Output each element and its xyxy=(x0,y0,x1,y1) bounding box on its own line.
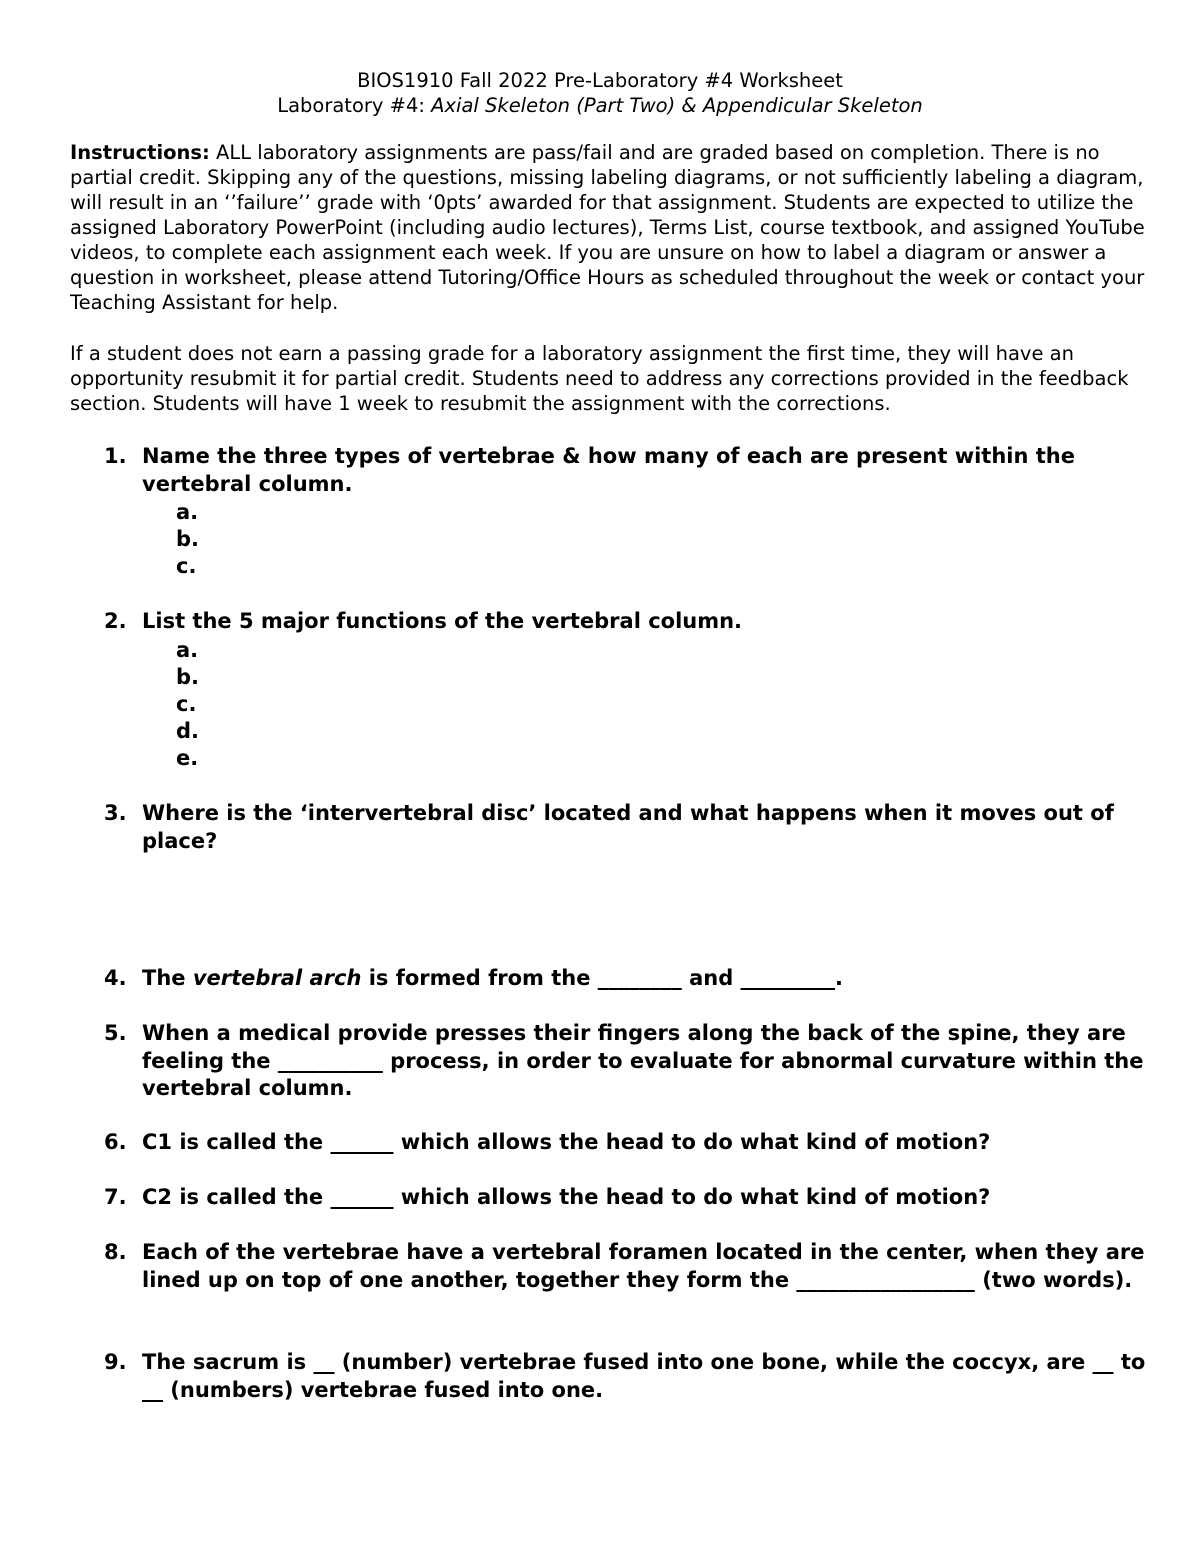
instructions-paragraph xyxy=(70,140,1160,315)
worksheet-title: BIOS1910 Fall 2022 Pre-Laboratory #4 Worksheet xyxy=(357,69,843,92)
question-text: List the 5 major functions of the vertebral column. xyxy=(142,609,743,633)
question-text-pre: The xyxy=(142,966,193,990)
question-text: C2 is called the ______ which allows the head to do what kind of motion? xyxy=(142,1185,991,1209)
question-text: C1 is called the ______ which allows the head to do what kind of motion? xyxy=(142,1130,991,1154)
question-5 xyxy=(104,1020,1164,1103)
lab-prefix: Laboratory #4: xyxy=(277,94,432,117)
worksheet-header xyxy=(0,68,1200,118)
question-3 xyxy=(104,800,1164,855)
question-4 xyxy=(104,965,1164,993)
instructions-body: ALL laboratory assignments are pass/fail and are graded based on completion. There is no partial credit. Skipping any of the questions, missing labeling diagrams, or not sufficiently labeling a diagram, will result in an ‘’failure’’ grade with ‘0pts’ awarded for that assignment. Students are expected to utilize the assigned Laboratory PowerPoint (including audio lectures), Terms List, course textbook, and assigned YouTube videos, to complete each assignment each week. If you are unsure on how to label a diagram or answer a question in worksheet, please attend Tutoring/Office Hours as scheduled throughout the week or contact your Teaching Assistant for help. xyxy=(70,141,1145,314)
answer-list xyxy=(176,637,1164,773)
answer-item: b. xyxy=(176,527,200,552)
answer-item: d. xyxy=(176,719,200,744)
question-number: 6. xyxy=(104,1130,127,1154)
question-text: The sacrum is __ (number) vertebrae fused into one bone, while the coccyx, are __ to __ (numbers) vertebrae fused into one. xyxy=(142,1350,1146,1402)
question-text-emphasis: vertebral arch xyxy=(192,966,362,990)
answer-item: a. xyxy=(176,637,199,662)
question-text: When a medical provide presses their fingers along the back of the spine, they are feeling the __________ process, in order to evaluate for abnormal curvature within the vertebral column. xyxy=(142,1021,1144,1100)
answer-item: c. xyxy=(176,554,197,579)
question-text xyxy=(142,965,1164,993)
question-text-post: is formed from the ________ and _________. xyxy=(361,966,844,990)
answer-list xyxy=(176,499,1164,581)
resubmit-paragraph: If a student does not earn a passing grade for a laboratory assignment the first time, they will have an opportunity resubmit it for partial credit. Students need to address any corrections provided in the feedback section. Students will have 1 week to resubmit the assignment with the corrections. xyxy=(70,342,1129,415)
question-1 xyxy=(104,443,1164,581)
question-number: 3. xyxy=(104,801,127,825)
lab-subtitle xyxy=(0,93,1200,118)
question-number: 1. xyxy=(104,444,127,468)
answer-item: b. xyxy=(176,664,200,689)
question-8 xyxy=(104,1239,1164,1294)
lab-name: Axial Skeleton (Part Two) & Appendicular Skeleton xyxy=(431,94,923,117)
question-number: 5. xyxy=(104,1021,127,1045)
answer-item: e. xyxy=(176,746,199,771)
question-text: Name the three types of vertebrae & how many of each are present within the vertebral column. xyxy=(142,444,1075,496)
question-9 xyxy=(104,1349,1164,1404)
question-number: 9. xyxy=(104,1350,127,1374)
answer-item: a. xyxy=(176,500,199,524)
question-6 xyxy=(104,1129,1164,1157)
answer-item: c. xyxy=(176,691,197,716)
question-text: Where is the ‘intervertebral disc’ located and what happens when it moves out of place? xyxy=(142,801,1114,853)
question-number: 7. xyxy=(104,1185,127,1209)
question-number: 2. xyxy=(104,609,127,633)
question-number: 4. xyxy=(104,966,127,990)
question-7 xyxy=(104,1184,1164,1212)
question-text: Each of the vertebrae have a vertebral foramen located in the center, when they are lined up on top of one another, together they form the _________________ (two words). xyxy=(142,1240,1145,1292)
instructions-label: Instructions: xyxy=(70,141,210,164)
question-2 xyxy=(104,608,1164,772)
question-number: 8. xyxy=(104,1240,127,1264)
